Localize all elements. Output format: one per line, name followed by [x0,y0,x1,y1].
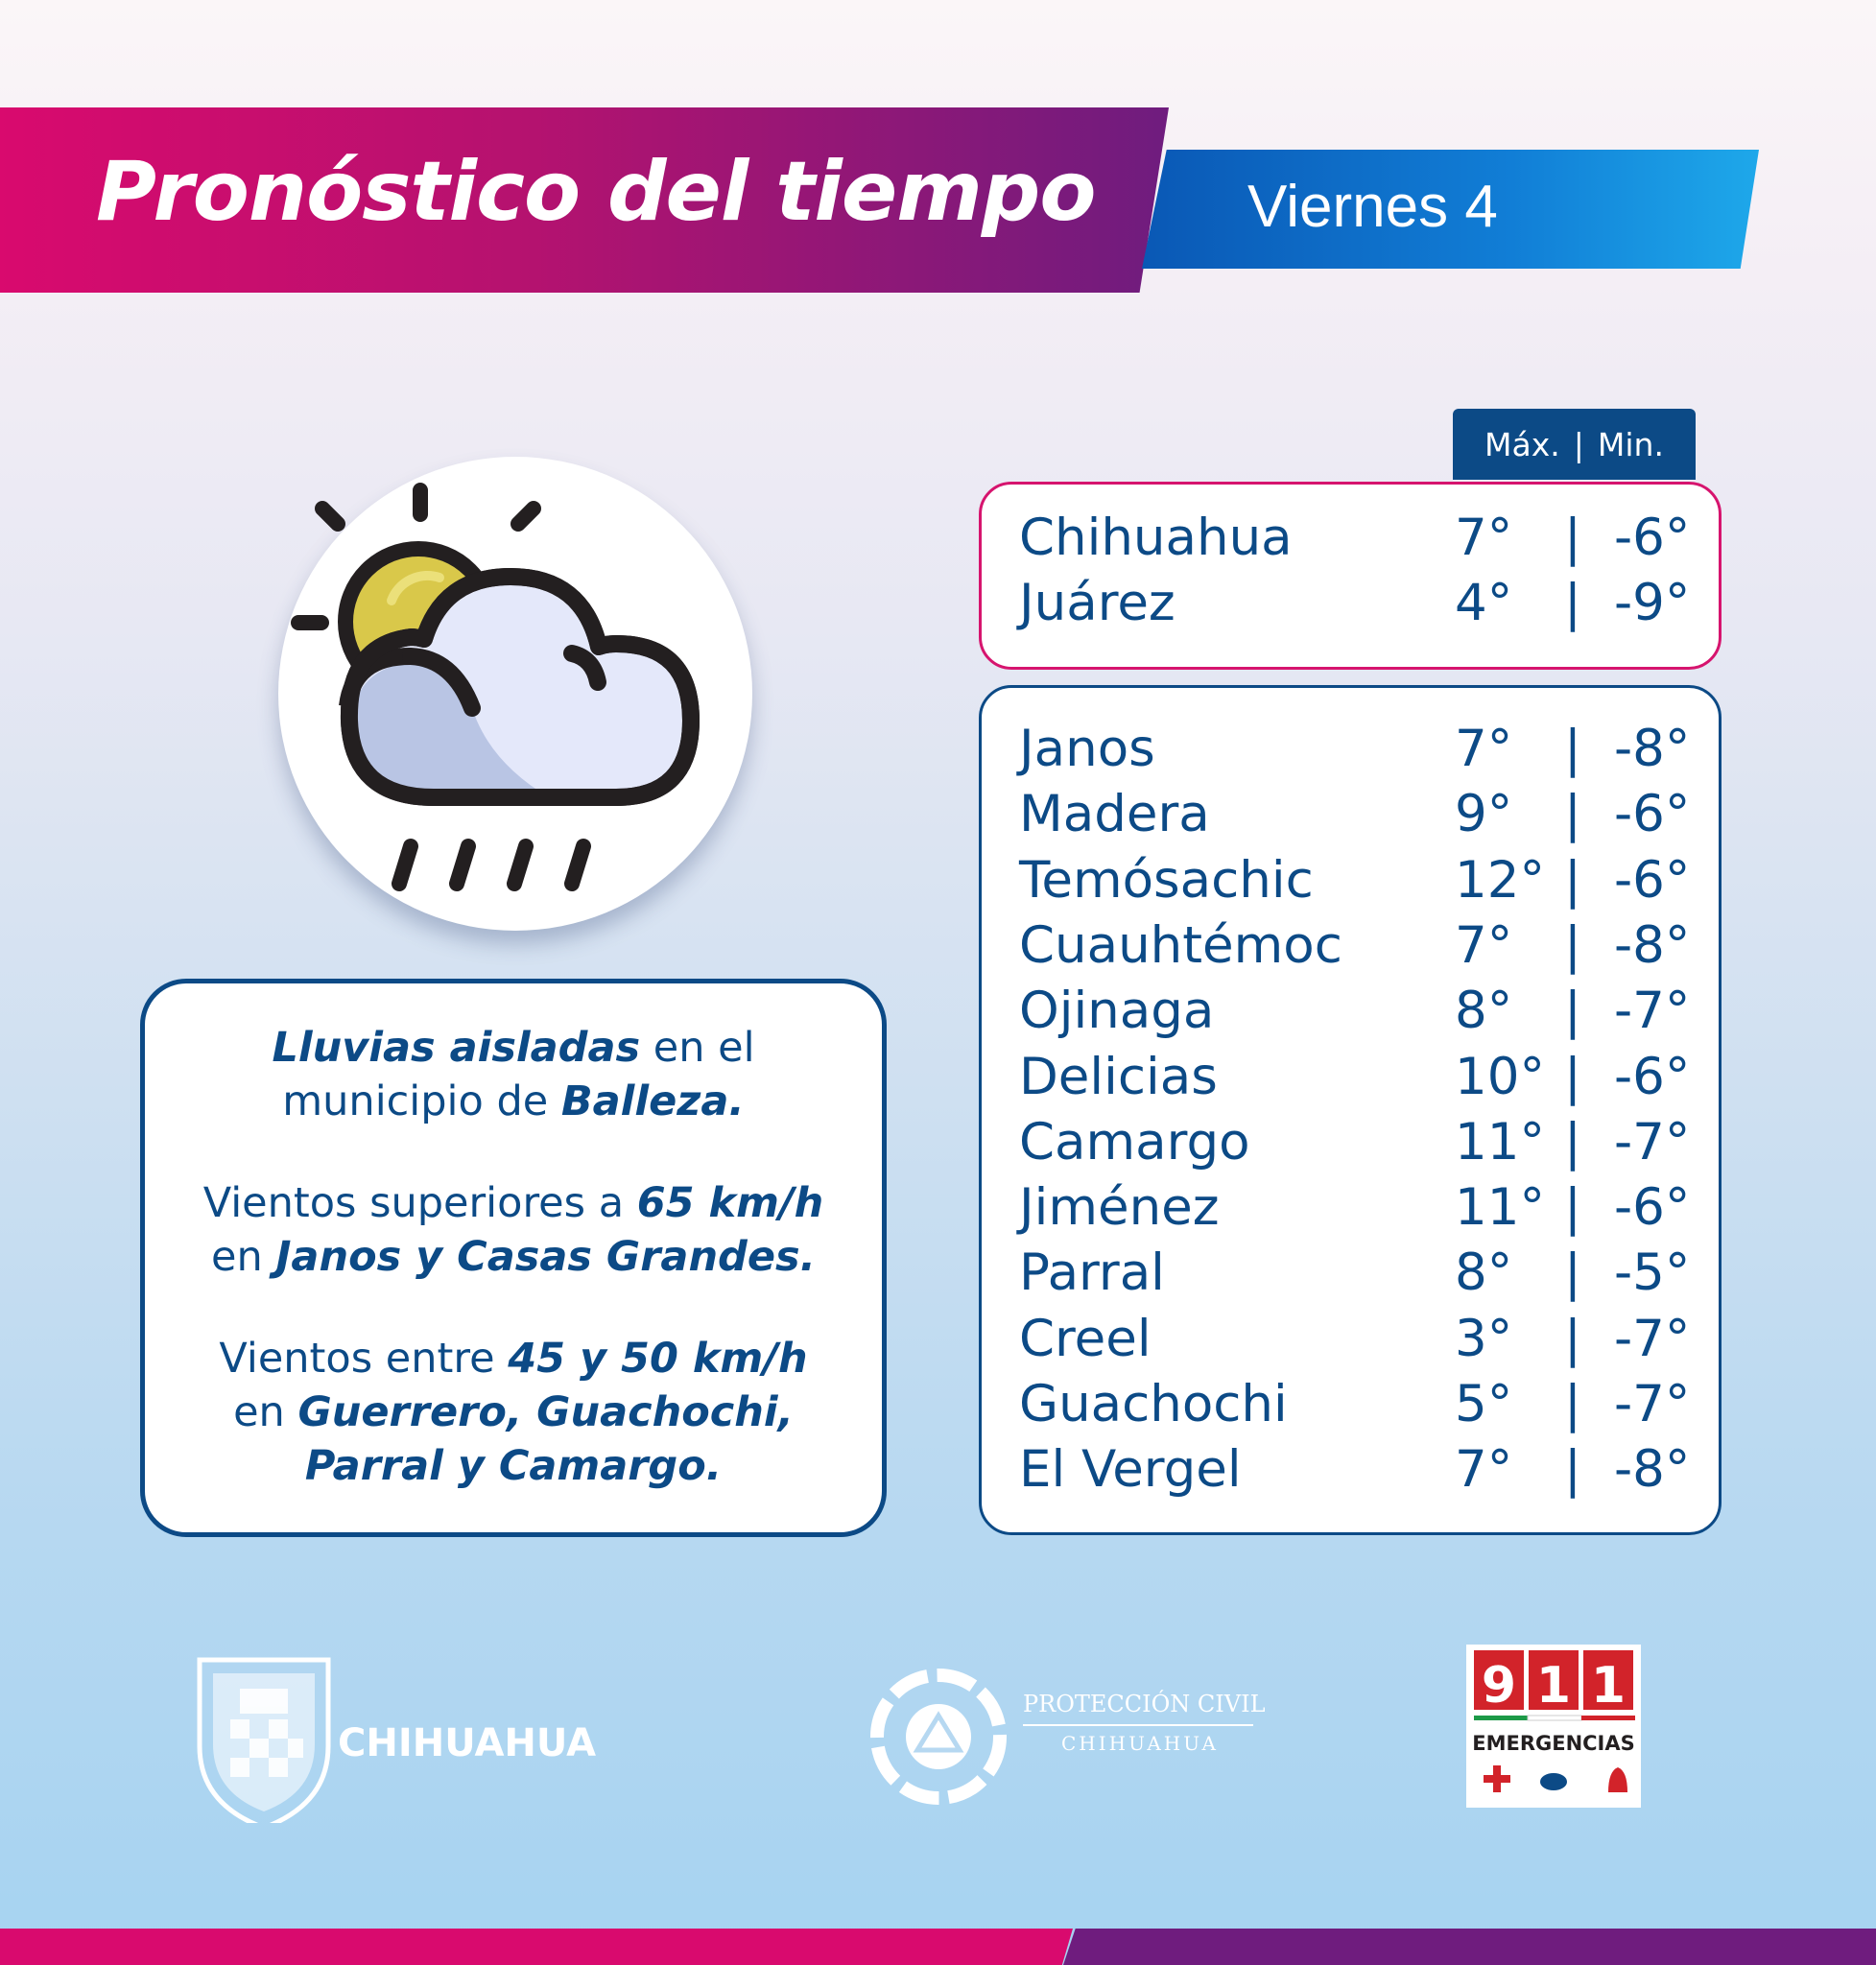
region-row [1019,785,1691,850]
region-max: 7° [1455,1440,1513,1500]
bottom-bar-purple [1063,1929,1876,1965]
city-name: Chihuahua [1019,509,1293,567]
city-row [1019,509,1691,574]
region-name: Temósachic [1019,850,1314,910]
emergency-911-logo [1466,1645,1641,1808]
region-row [1019,1375,1691,1440]
region-max: 8° [1455,1243,1513,1303]
region-row [1019,1048,1691,1113]
pc-subtitle: CHIHUAHUA [1061,1732,1219,1755]
max-min-header [1453,409,1696,480]
message-1-place: Balleza. [560,1077,745,1125]
bottom-bar-magenta [0,1929,1073,1965]
region-row [1019,1113,1691,1178]
gov-logo-text: CHIHUAHUA [338,1721,597,1765]
region-min: -8° [1614,915,1691,975]
region-name: Delicias [1019,1047,1218,1106]
region-name: Cuauhtémoc [1019,915,1342,975]
region-max: 11° [1455,1178,1545,1238]
region-separator: | [1564,1047,1581,1106]
region-name: El Vergel [1019,1440,1242,1500]
region-separator: | [1564,982,1581,1041]
message-3-places: Guerrero, Guachochi, [297,1388,794,1436]
sun-cloud-rain-icon [278,457,752,931]
region-max: 7° [1455,720,1513,778]
proteccion-civil-logo [877,1675,1266,1798]
city-separator: | [1564,509,1581,567]
city-min: -9° [1614,574,1691,632]
region-separator: | [1564,1178,1581,1238]
city-name: Juárez [1019,574,1175,632]
region-separator: | [1564,720,1581,778]
message-2 [140,1176,887,1284]
police-cap-icon [1540,1773,1567,1790]
message-2-text: Vientos superiores a [202,1179,637,1227]
region-min: -7° [1614,1112,1691,1172]
chihuahua-government-logo [200,1660,596,1823]
region-row [1019,1440,1691,1505]
message-2-speed: 65 km/h [636,1179,824,1227]
region-min: -8° [1614,720,1691,778]
region-separator: | [1564,1309,1581,1368]
region-separator: | [1564,915,1581,975]
message-3-text-2: en [233,1388,298,1436]
digit-9: 9 [1481,1657,1517,1715]
region-min: -6° [1614,1178,1691,1238]
city-row [1019,574,1691,639]
region-row [1019,1310,1691,1375]
digit-1b: 1 [1590,1657,1627,1715]
region-row [1019,851,1691,916]
region-row [1019,982,1691,1047]
region-name: Creel [1019,1309,1152,1368]
message-1-emphasis: Lluvias aisladas [272,1024,641,1072]
city-max: 4° [1455,574,1513,632]
region-name: Ojinaga [1019,982,1215,1041]
region-max: 8° [1455,982,1513,1041]
region-min: -6° [1614,1047,1691,1106]
region-name: Jiménez [1019,1178,1220,1238]
region-name: Madera [1019,785,1210,844]
date-label: Viernes 4 [1247,174,1498,240]
region-separator: | [1564,850,1581,910]
max-header: Máx. [1484,425,1560,463]
message-3-speed: 45 y 50 km/h [508,1335,808,1383]
region-max: 10° [1455,1047,1545,1106]
region-name: Guachochi [1019,1375,1288,1433]
message-1 [140,1021,887,1128]
page-title: Pronóstico del tiempo [96,144,1096,240]
message-3 [140,1332,887,1493]
region-min: -6° [1614,785,1691,844]
region-row [1019,1243,1691,1309]
header-separator: | [1573,425,1584,463]
region-min: -8° [1614,1440,1691,1500]
region-name: Parral [1019,1243,1165,1303]
region-min: -6° [1614,850,1691,910]
region-separator: | [1564,1112,1581,1172]
city-min: -6° [1614,509,1691,567]
region-row [1019,1178,1691,1243]
region-row [1019,720,1691,785]
region-max: 3° [1455,1309,1513,1368]
region-row [1019,916,1691,982]
region-max: 7° [1455,915,1513,975]
region-name: Camargo [1019,1112,1250,1172]
city-max: 7° [1455,509,1513,567]
message-2-places: Janos y Casas Grandes. [275,1233,816,1281]
city-separator: | [1564,574,1581,632]
region-max: 5° [1455,1375,1513,1433]
message-3-text: Vientos entre [219,1335,509,1383]
region-separator: | [1564,1440,1581,1500]
message-1-text: en el [640,1024,755,1072]
region-separator: | [1564,1375,1581,1433]
message-2-text-2: en [211,1233,276,1281]
message-3-places-2: Parral y Camargo. [304,1442,723,1490]
region-max: 9° [1455,785,1513,844]
region-max: 11° [1455,1112,1545,1172]
region-min: -5° [1614,1243,1691,1303]
region-min: -7° [1614,1375,1691,1433]
digit-1a: 1 [1535,1657,1572,1715]
min-header: Min. [1597,425,1664,463]
region-name: Janos [1019,720,1155,778]
pc-title: PROTECCIÓN CIVIL [1023,1691,1266,1717]
region-separator: | [1564,785,1581,844]
region-min: -7° [1614,982,1691,1041]
emergency-label: EMERGENCIAS [1472,1732,1635,1755]
region-separator: | [1564,1243,1581,1303]
region-min: -7° [1614,1309,1691,1368]
region-max: 12° [1455,850,1545,910]
message-1-text-2: municipio de [282,1077,561,1125]
footer-logos [0,1631,1876,1823]
